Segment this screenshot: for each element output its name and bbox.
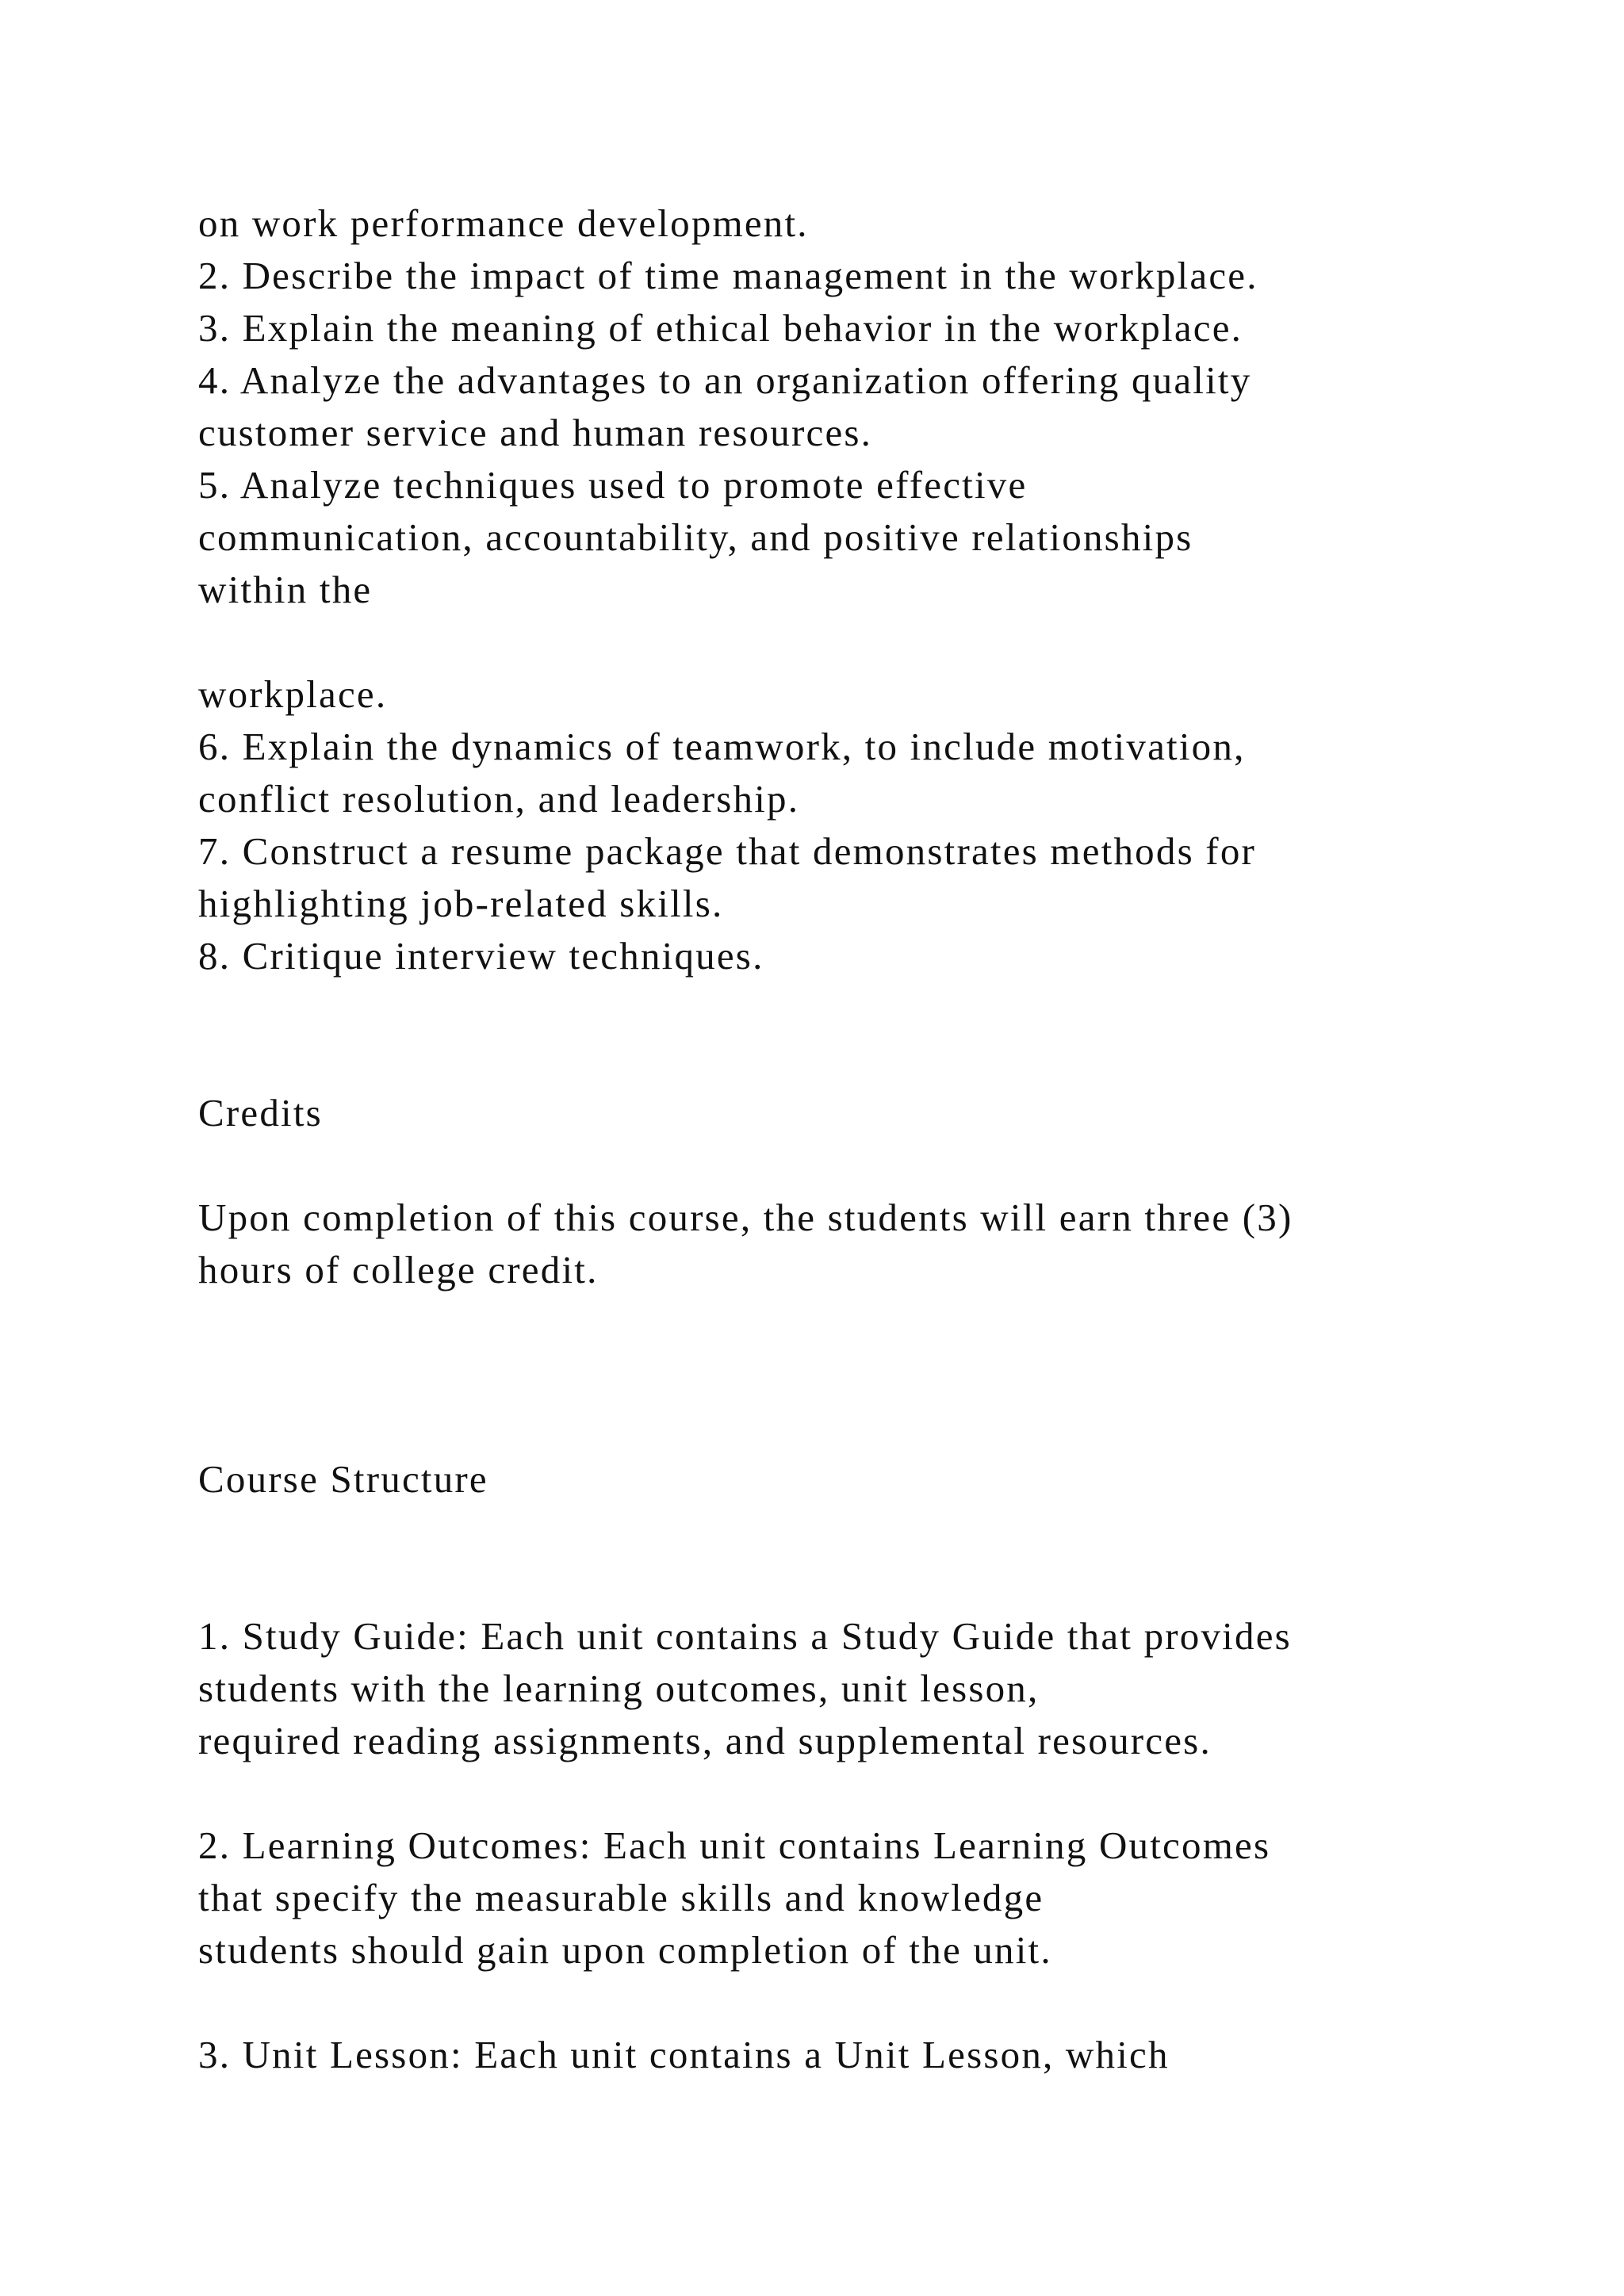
section-heading-credits: Credits [198,1091,323,1135]
text-line: 6. Explain the dynamics of teamwork, to include motivation, [198,725,1246,768]
text-line: hours of college credit. [198,1248,599,1292]
text-line: customer service and human resources. [198,411,873,454]
text-line: 3. Explain the meaning of ethical behavior in the workplace. [198,306,1243,350]
text-line: 8. Critique interview techniques. [198,934,764,978]
text-line: conflict resolution, and leadership. [198,777,800,821]
text-line: within the [198,568,373,611]
text-line: workplace. [198,672,388,716]
text-line: required reading assignments, and supplemental resources. [198,1719,1212,1762]
text-line: that specify the measurable skills and knowledge [198,1876,1044,1919]
text-line: 3. Unit Lesson: Each unit contains a Unit Lesson, which [198,2033,1170,2076]
text-line: communication, accountability, and positive relationships [198,515,1193,559]
text-line: 7. Construct a resume package that demonstrates methods for [198,829,1257,873]
text-line: students should gain upon completion of the unit. [198,1928,1052,1972]
text-line: on work performance development. [198,201,809,245]
text-line: 5. Analyze techniques used to promote effective [198,463,1028,507]
text-line: 1. Study Guide: Each unit contains a Study Guide that provides [198,1614,1292,1658]
section-heading-course-structure: Course Structure [198,1457,488,1501]
text-line: 2. Describe the impact of time management in the workplace. [198,254,1258,297]
text-line: 2. Learning Outcomes: Each unit contains Learning Outcomes [198,1823,1271,1867]
text-line: 4. Analyze the advantages to an organization offering quality [198,358,1252,402]
text-line: highlighting job-related skills. [198,882,724,925]
text-line: Upon completion of this course, the students will earn three (3) [198,1196,1293,1239]
text-line: students with the learning outcomes, unit lesson, [198,1667,1040,1710]
